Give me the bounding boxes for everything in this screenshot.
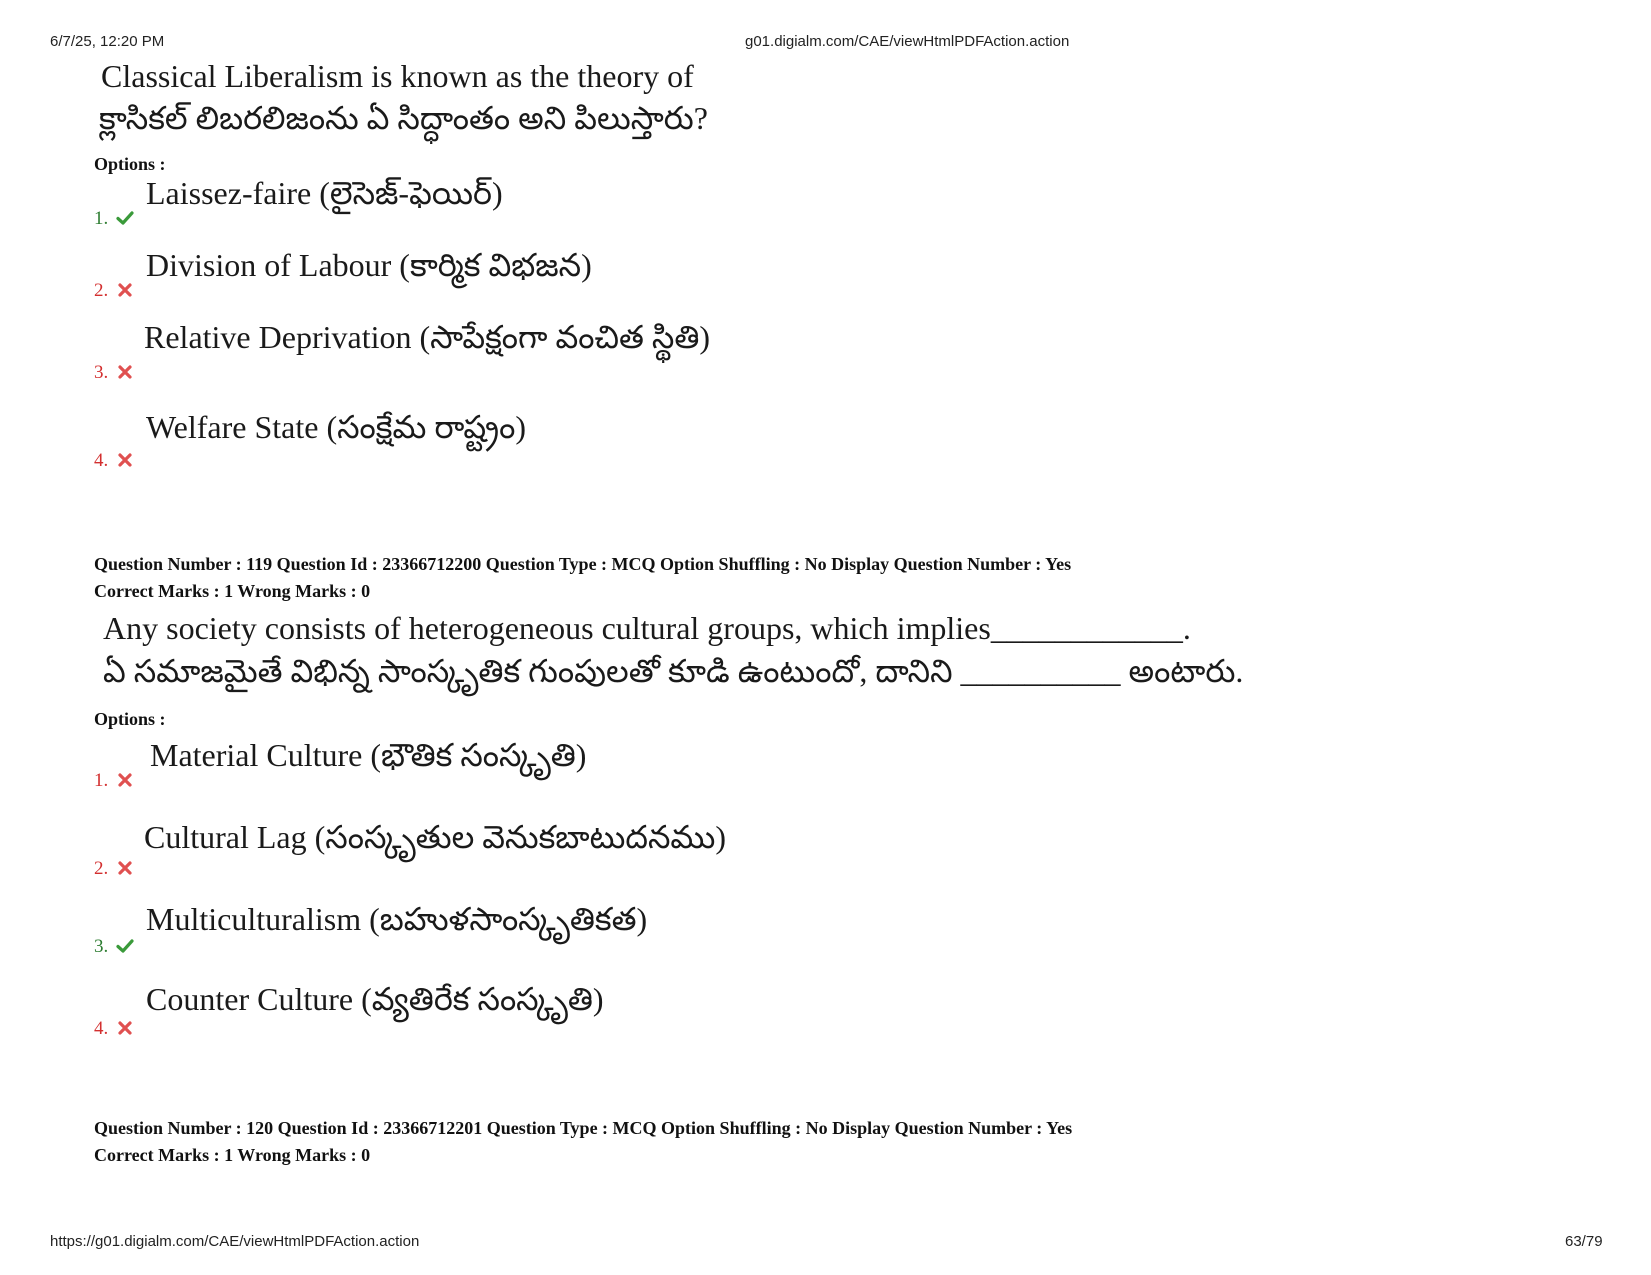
cross-icon — [116, 281, 134, 299]
option-text: Welfare State (సంక్షేమ రాష్ట్రం) — [146, 409, 526, 445]
footer-url: https://g01.digialm.com/CAE/viewHtmlPDFAction.action — [50, 1233, 420, 1250]
option-item — [94, 819, 1094, 880]
options-label: Options : — [94, 154, 166, 174]
options-label: Options : — [94, 709, 166, 729]
option-text: Material Culture (భౌతిక సంస్కృతి) — [150, 737, 587, 773]
option-item — [94, 981, 1094, 1040]
option-text: Relative Deprivation (సాపేక్షంగా వంచిత స్థితి) — [144, 319, 711, 355]
question-marks: Correct Marks : 1 Wrong Marks : 0 — [94, 581, 371, 601]
cross-icon — [116, 451, 134, 469]
question-text-telugu: ఏ సమాజమైతే విభిన్న సాంస్కృతిక గుంపులతో కూడి ఉంటుందో, దానిని __________ అంటారు. — [103, 653, 1244, 689]
option-item — [94, 319, 1094, 384]
option-item — [94, 247, 1094, 302]
option-text: Counter Culture (వ్యతిరేక సంస్కృతి) — [146, 981, 604, 1017]
page-number: 63/79 — [1565, 1233, 1603, 1250]
print-datetime: 6/7/25, 12:20 PM — [50, 33, 165, 50]
option-number: 4. — [94, 450, 109, 471]
cross-icon — [116, 363, 134, 381]
question-text-telugu: క్లాసికల్ లిబరలిజంను ఏ సిద్ధాంతం అని పిలుస్తారు? — [99, 100, 708, 136]
check-icon — [116, 209, 134, 227]
option-item — [94, 737, 1094, 792]
cross-icon — [116, 1019, 134, 1037]
option-item — [94, 175, 1094, 230]
option-text: Cultural Lag (సంస్కృతుల వెనుకబాటుదనము) — [144, 819, 727, 855]
option-number: 2. — [94, 280, 109, 301]
question-text-english: Classical Liberalism is known as the theory of — [101, 58, 694, 94]
option-text: Division of Labour (కార్మిక విభజన) — [146, 247, 592, 283]
question-meta: Question Number : 120 Question Id : 23366712201 Question Type : MCQ Option Shuffling : No Display Question Number : Yes — [94, 1118, 1073, 1138]
question-text-english: Any society consists of heterogeneous cultural groups, which implies____________. — [103, 610, 1191, 646]
print-page-url: g01.digialm.com/CAE/viewHtmlPDFAction.action — [745, 33, 1070, 50]
option-number: 1. — [94, 770, 109, 791]
option-text: Multiculturalism (బహుళసాంస్కృతికత) — [146, 901, 648, 937]
cross-icon — [116, 771, 134, 789]
option-number: 3. — [94, 936, 109, 957]
option-number: 4. — [94, 1018, 109, 1039]
option-number: 3. — [94, 362, 109, 383]
option-number: 2. — [94, 858, 109, 879]
option-item — [94, 901, 1094, 958]
cross-icon — [116, 859, 134, 877]
check-icon — [116, 937, 134, 955]
question-marks: Correct Marks : 1 Wrong Marks : 0 — [94, 1145, 371, 1165]
question-meta: Question Number : 119 Question Id : 23366712200 Question Type : MCQ Option Shuffling : No Display Question Number : Yes — [94, 554, 1072, 574]
option-number: 1. — [94, 208, 109, 229]
option-text: Laissez-faire (లైసెజ్-ఫెయిర్) — [146, 175, 503, 211]
option-item — [94, 409, 1094, 472]
